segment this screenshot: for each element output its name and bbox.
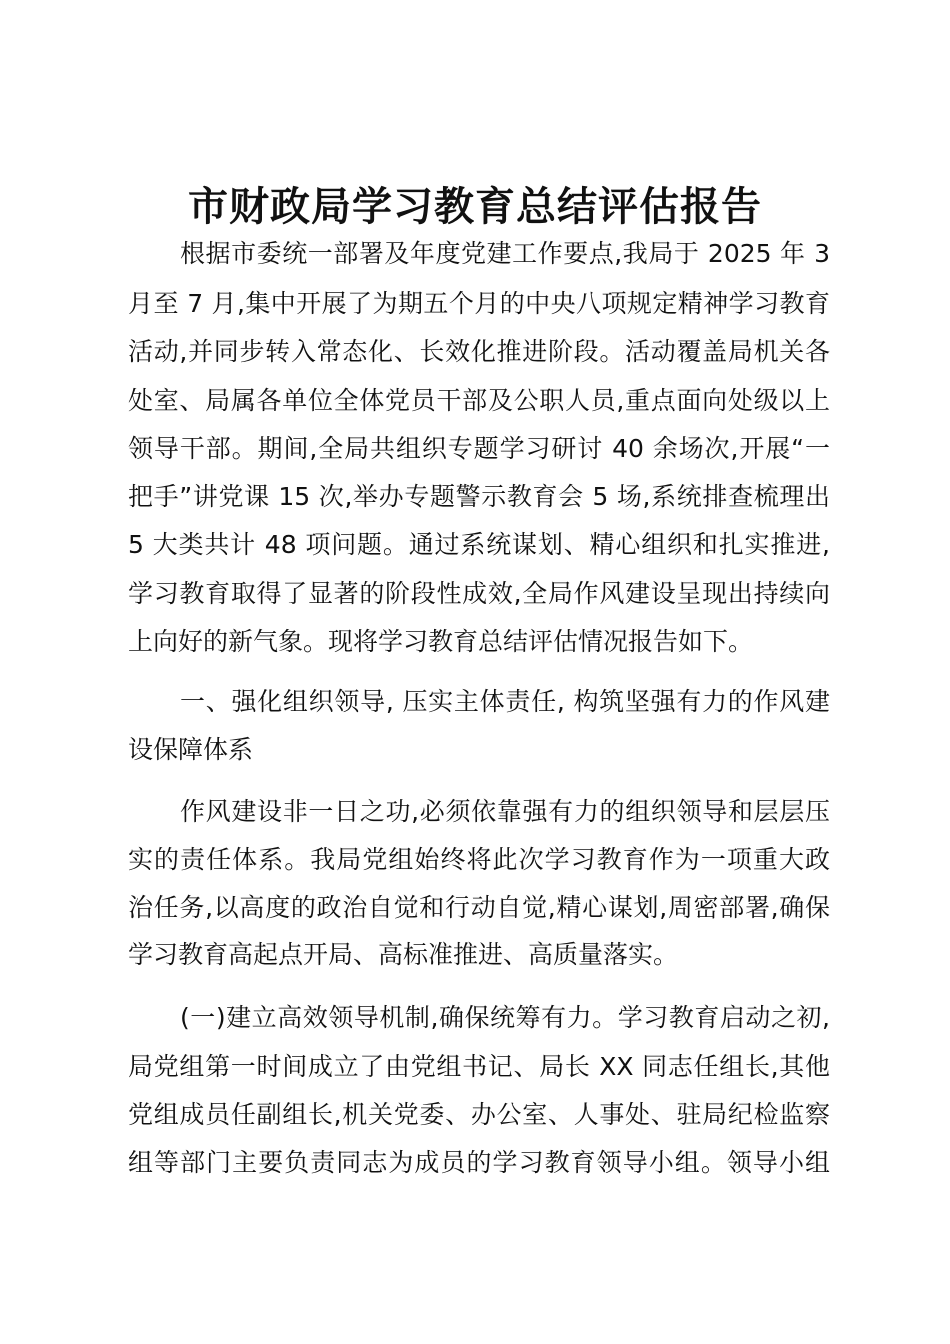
text-line: 组等部门主要负责同志为成员的学习教育领导小组。领导小组 (128, 1148, 830, 1177)
text-line: 上向好的新气象。现将学习教育总结评估情况报告如下。 (128, 627, 754, 656)
text-line: 活动,并同步转入常态化、长效化推进阶段。活动覆盖局机关各 (128, 337, 830, 366)
text-line: 把手”讲党课 15 次,举办专题警示教育会 5 场,系统排查梳理出 (128, 482, 830, 511)
text-line: 月至 7 月,集中开展了为期五个月的中央八项规定精神学习教育 (128, 289, 830, 318)
text-line: 学习教育取得了显著的阶段性成效,全局作风建设呈现出持续向 (128, 579, 830, 608)
text-line: 局党组第一时间成立了由党组书记、局长 XX 同志任组长,其他 (128, 1052, 830, 1081)
text-line: 处室、局属各单位全体党员干部及公职人员,重点面向处级以上 (128, 386, 830, 415)
document-title: 市财政局学习教育总结评估报告 (188, 184, 762, 230)
text-line: 设保障体系 (128, 735, 254, 764)
text-line: 一、强化组织领导, 压实主体责任, 构筑坚强有力的作风建 (180, 687, 830, 716)
text-line: 学习教育高起点开局、高标准推进、高质量落实。 (128, 940, 679, 969)
text-line: 5 大类共计 48 项问题。通过系统谋划、精心组织和扎实推进, (128, 530, 830, 559)
text-line: 实的责任体系。我局党组始终将此次学习教育作为一项重大政 (128, 845, 830, 874)
text-line: 党组成员任副组长,机关党委、办公室、人事处、驻局纪检监察 (128, 1100, 830, 1129)
text-line: 根据市委统一部署及年度党建工作要点,我局于 2025 年 3 (180, 239, 830, 268)
text-line: 领导干部。期间,全局共组织专题学习研讨 40 余场次,开展“一 (128, 434, 830, 463)
text-line: 治任务,以高度的政治自觉和行动自觉,精心谋划,周密部署,确保 (128, 893, 830, 922)
text-line: 作风建设非一日之功,必须依靠强有力的组织领导和层层压 (180, 797, 830, 826)
text-line: (一)建立高效领导机制,确保统筹有力。学习教育启动之初, (180, 1003, 830, 1032)
